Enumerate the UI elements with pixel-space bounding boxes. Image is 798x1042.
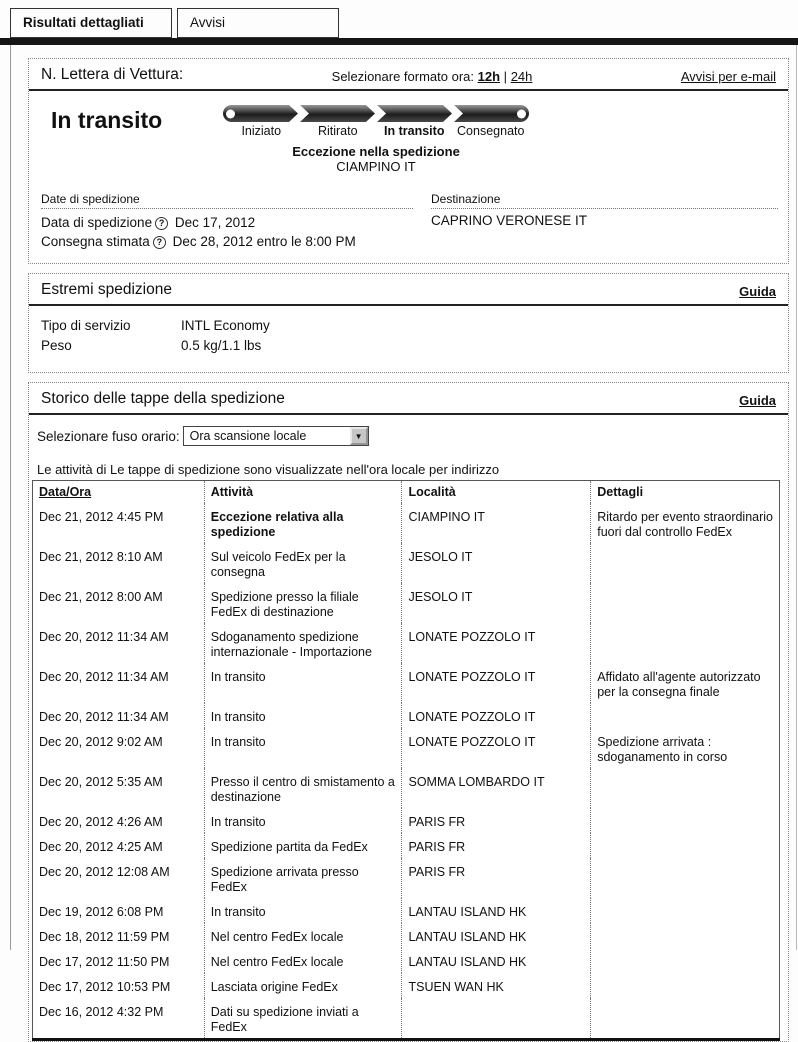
help-icon[interactable]: ?: [153, 236, 166, 249]
table-row: [33, 768, 780, 808]
column-header-activity: Attività: [204, 481, 402, 504]
progress-step-label: Consegnato: [457, 124, 525, 138]
cell-location: PARIS FR: [402, 858, 591, 898]
ship-date-row: [41, 213, 413, 232]
table-row: [33, 543, 780, 583]
cell-details: [591, 998, 780, 1040]
cell-location: LONATE POZZOLO IT: [402, 703, 591, 728]
cell-datetime: Dec 20, 2012 4:26 AM: [39, 815, 163, 829]
travel-history-table: [32, 480, 780, 1041]
timezone-selected-value: Ora scansione locale: [189, 429, 307, 443]
estimated-delivery-value: Dec 28, 2012 entro le 8:00 PM: [172, 234, 356, 249]
tracking-summary-section: [28, 58, 789, 264]
cell-datetime: Dec 20, 2012 5:35 AM: [39, 775, 163, 789]
table-row: [33, 583, 780, 623]
weight-label: Peso: [41, 338, 72, 353]
progress-segment: [300, 105, 375, 122]
cell-datetime: Dec 20, 2012 9:02 AM: [39, 735, 163, 749]
service-type-label: Tipo di servizio: [41, 318, 131, 333]
cell-activity: Dati su spedizione inviati a FedEx: [204, 998, 402, 1040]
cell-activity: Eccezione relativa alla spedizione: [204, 503, 402, 543]
column-header-details: Dettagli: [591, 481, 780, 504]
cell-details: [591, 623, 780, 663]
history-table-body: [33, 503, 780, 1040]
table-row: [33, 833, 780, 858]
service-type-row: [41, 316, 776, 336]
top-divider-bar: [0, 38, 798, 45]
weight-value: 0.5 kg/1.1 lbs: [181, 338, 262, 353]
cell-location: LANTAU ISLAND HK: [402, 948, 591, 973]
cell-details: Affidato all'agente autorizzato per la consegna finale: [591, 663, 780, 703]
cell-location: LANTAU ISLAND HK: [402, 923, 591, 948]
timezone-select[interactable]: [183, 426, 369, 446]
cell-location: JESOLO IT: [402, 543, 591, 583]
service-type-value: INTL Economy: [181, 318, 270, 333]
table-row: [33, 663, 780, 703]
cell-datetime: Dec 20, 2012 11:34 AM: [39, 670, 169, 684]
airbill-title: N. Lettera di Vettura:: [41, 66, 184, 83]
progress-start-dot-icon: [226, 109, 235, 118]
shipment-status-title: In transito: [51, 107, 163, 133]
cell-details: [591, 948, 780, 973]
cell-datetime: Dec 18, 2012 11:59 PM: [39, 930, 170, 944]
cell-details: Ritardo per evento straordinario fuori dal controllo FedEx: [591, 503, 780, 543]
shipment-dates-block: [41, 192, 413, 251]
cell-activity: In transito: [204, 808, 402, 833]
cell-datetime: Dec 17, 2012 11:50 PM: [39, 955, 170, 969]
history-help-link[interactable]: Guida: [739, 393, 776, 408]
email-alerts-link[interactable]: Avvisi per e-mail: [680, 69, 776, 84]
cell-details: [591, 833, 780, 858]
cell-location: LONATE POZZOLO IT: [402, 728, 591, 768]
time-format-separator: |: [503, 69, 508, 84]
cell-details: [591, 703, 780, 728]
shipment-facts-header: [29, 274, 788, 306]
local-time-note: Le attività di Le tappe di spedizione sono visualizzate nell'ora locale per indirizzo: [37, 462, 500, 477]
table-row: [33, 858, 780, 898]
table-row: [33, 973, 780, 998]
chevron-down-icon[interactable]: ▼: [350, 427, 368, 445]
travel-history-title: Storico delle tappe della spedizione: [41, 390, 285, 407]
dates-destination-row: [29, 178, 788, 263]
table-row: [33, 728, 780, 768]
ship-date-label: Data di spedizione: [41, 215, 153, 230]
cell-activity: In transito: [204, 898, 402, 923]
cell-location: PARIS FR: [402, 833, 591, 858]
facts-help-link[interactable]: Guida: [739, 284, 776, 299]
shipment-progress-bar: [223, 105, 529, 122]
cell-activity: Spedizione presso la filiale FedEx di destinazione: [204, 583, 402, 623]
progress-step-label: In transito: [384, 124, 445, 138]
column-header-location: Località: [402, 481, 591, 504]
time-format-label: Selezionare formato ora:: [331, 69, 475, 84]
destination-title: Destinazione: [431, 192, 778, 209]
time-format-24h-link[interactable]: 24h: [510, 69, 533, 84]
time-format-12h-link[interactable]: 12h: [477, 69, 501, 84]
tab-avvisi[interactable]: Avvisi: [177, 8, 339, 38]
table-row: [33, 948, 780, 973]
cell-datetime: Dec 16, 2012 4:32 PM: [39, 1005, 164, 1019]
cell-location: LONATE POZZOLO IT: [402, 663, 591, 703]
exception-title: Eccezione nella spedizione: [292, 144, 460, 159]
cell-activity: Spedizione partita da FedEx: [204, 833, 402, 858]
cell-datetime: Dec 21, 2012 4:45 PM: [39, 510, 164, 524]
cell-datetime: Dec 19, 2012 6:08 PM: [39, 905, 164, 919]
destination-block: [431, 192, 778, 251]
cell-activity: Sul veicolo FedEx per la consegna: [204, 543, 402, 583]
cell-datetime: Dec 20, 2012 4:25 AM: [39, 840, 163, 854]
ship-date-value: Dec 17, 2012: [174, 215, 256, 230]
table-row: [33, 923, 780, 948]
tab-risultati-dettagliati[interactable]: Risultati dettagliati: [10, 8, 172, 38]
facts-body: [29, 306, 788, 372]
cell-details: [591, 768, 780, 808]
cell-activity: Presso il centro di smistamento a destinazione: [204, 768, 402, 808]
exception-location: CIAMPINO IT: [336, 159, 416, 174]
travel-history-header: [29, 383, 788, 415]
shipment-dates-title: Date di spedizione: [41, 192, 413, 209]
cell-activity: Lasciata origine FedEx: [204, 973, 402, 998]
table-header-row: [33, 481, 780, 504]
cell-activity: In transito: [204, 703, 402, 728]
cell-location: TSUEN WAN HK: [402, 973, 591, 998]
cell-activity: Spedizione arrivata presso FedEx: [204, 858, 402, 898]
cell-activity: Nel centro FedEx locale: [204, 948, 402, 973]
progress-step-label: Iniziato: [241, 124, 282, 138]
table-row: [33, 998, 780, 1040]
cell-location: [402, 998, 591, 1040]
progress-step-label: Ritirato: [317, 124, 358, 138]
timezone-label: Selezionare fuso orario:: [37, 428, 180, 444]
column-header-datetime: Data/Ora: [39, 485, 92, 499]
shipment-facts-section: [28, 273, 789, 373]
estimated-delivery-label: Consegna stimata: [41, 234, 150, 249]
cell-activity: In transito: [204, 663, 402, 703]
weight-row: [41, 336, 776, 356]
table-row: [33, 623, 780, 663]
cell-location: PARIS FR: [402, 808, 591, 833]
table-row: [33, 898, 780, 923]
tab-bar: [0, 0, 798, 38]
shipment-facts-title: Estremi spedizione: [41, 281, 172, 298]
cell-datetime: Dec 21, 2012 8:10 AM: [39, 550, 163, 564]
cell-details: [591, 858, 780, 898]
cell-location: JESOLO IT: [402, 583, 591, 623]
cell-location: SOMMA LOMBARDO IT: [402, 768, 591, 808]
cell-details: [591, 583, 780, 623]
progress-column: [223, 105, 529, 174]
cell-datetime: Dec 21, 2012 8:00 AM: [39, 590, 163, 604]
help-icon[interactable]: ?: [155, 217, 168, 230]
main-panel: [10, 45, 797, 1034]
cell-datetime: Dec 20, 2012 11:34 AM: [39, 710, 169, 724]
cell-details: [591, 808, 780, 833]
estimated-delivery-row: [41, 232, 413, 251]
cell-activity: In transito: [204, 728, 402, 768]
cell-details: [591, 898, 780, 923]
cell-location: LONATE POZZOLO IT: [402, 623, 591, 663]
time-format-switch: [332, 69, 533, 84]
cell-datetime: Dec 20, 2012 12:08 AM: [39, 865, 170, 879]
cell-details: [591, 923, 780, 948]
cell-location: CIAMPINO IT: [402, 503, 591, 543]
cell-location: LANTAU ISLAND HK: [402, 898, 591, 923]
cell-details: Spedizione arrivata : sdoganamento in corso: [591, 728, 780, 768]
cell-activity: Nel centro FedEx locale: [204, 923, 402, 948]
exception-notice: [223, 144, 529, 174]
table-row: [33, 808, 780, 833]
travel-history-section: [28, 382, 789, 1042]
cell-datetime: Dec 17, 2012 10:53 PM: [39, 980, 171, 994]
cell-details: [591, 543, 780, 583]
destination-value: CAPRINO VERONESE IT: [431, 213, 588, 228]
cell-activity: Sdoganamento spedizione internazionale - Importazione: [204, 623, 402, 663]
tracking-summary-header: [29, 59, 788, 91]
cell-datetime: Dec 20, 2012 11:34 AM: [39, 630, 169, 644]
progress-end-dot-icon: [517, 109, 526, 118]
cell-details: [591, 973, 780, 998]
table-row: [33, 703, 780, 728]
status-row: [29, 91, 788, 178]
timezone-row: [29, 415, 788, 448]
table-row: [33, 503, 780, 543]
progress-segment: [377, 105, 452, 122]
progress-step-labels: [223, 124, 529, 138]
